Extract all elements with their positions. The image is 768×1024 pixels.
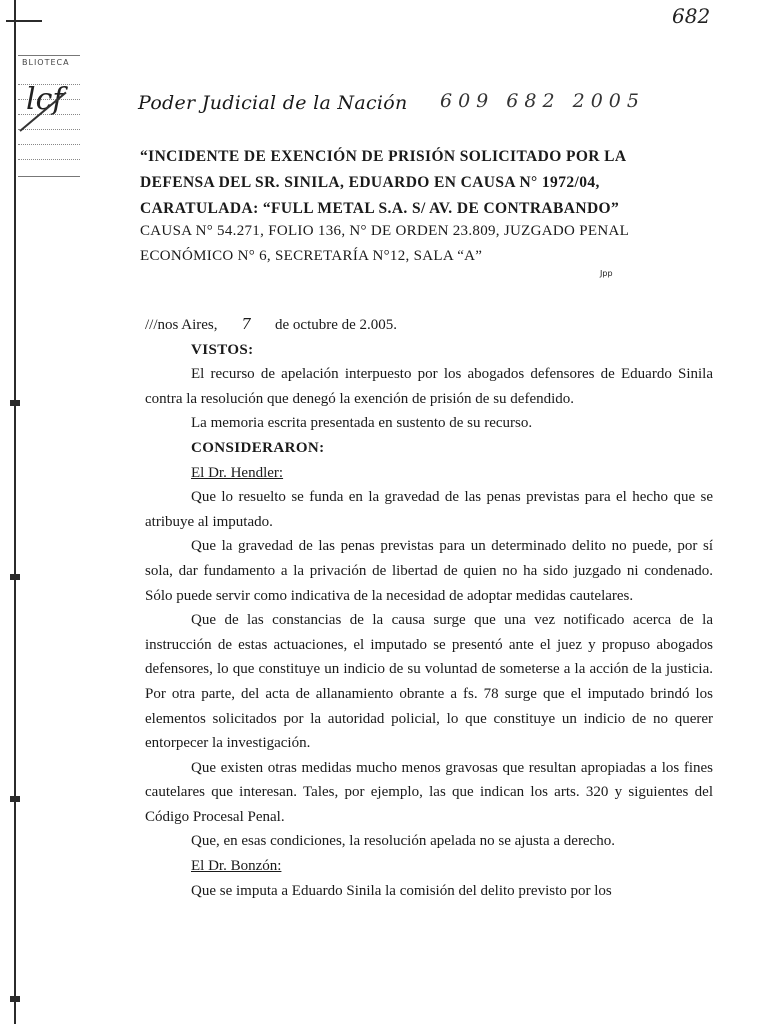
title-line: “INCIDENTE DE EXENCIÓN DE PRISIÓN SOLICITADO POR LA: [140, 148, 627, 165]
vistos-heading: VISTOS:: [191, 341, 254, 358]
case-line: CAUSA N° 54.271, FOLIO 136, N° DE ORDEN 23.809, JUZGADO PENAL: [140, 223, 630, 239]
document-body: [145, 312, 713, 903]
binder-mark: [10, 400, 20, 406]
paragraph: Que de las constancias de la causa surge que una vez notificado acerca de la instrucción de estas actuaciones, el imputado se presentó ante el juez y propuso abogados defensores, lo que constituye un indicio de su voluntad de someterse a la acción de la justicia. Por otra parte, del acta de allanamiento obrante a fs. 78 surge que el imputado brindó los elementos solicitados por la autoridad policial, lo que constituye un indicio de no querer entorpecer la investigación.: [145, 612, 713, 752]
paragraph: Que se imputa a Eduardo Sinila la comisión del delito previsto por los: [191, 882, 612, 899]
case-reference: [140, 219, 700, 269]
date-line: [145, 312, 713, 338]
judge-heading: El Dr. Hendler:: [191, 464, 284, 481]
paragraph: Que existen otras medidas mucho menos gravosas que resultan apropiadas a los fines cautelares que interesan. Tales, por ejemplo, las que indican los arts. 320 y siguientes del Código Procesal Penal.: [145, 759, 713, 825]
date-prefix: ///nos Aires,: [145, 317, 218, 333]
paragraph: La memoria escrita presentada en sustento de su recurso.: [191, 415, 533, 432]
title-line: DEFENSA DEL SR. SINILA, EDUARDO EN CAUSA N° 1972/04,: [140, 174, 600, 191]
binder-mark: [10, 796, 20, 802]
binder-mark: [10, 996, 20, 1002]
paragraph: Que lo resuelto se funda en la gravedad de las penas previstas para el hecho que se atribuye al imputado.: [145, 489, 713, 530]
stamp-text: BLIOTECA: [22, 58, 70, 67]
handwritten-initials: lcf: [26, 82, 64, 117]
margin-line: [14, 0, 16, 1024]
case-line: ECONÓMICO N° 6, SECRETARÍA N°12, SALA “A”: [140, 248, 483, 264]
paragraph: Que la gravedad de las penas previstas para un determinado delito no puede, por sí sola, dar fundamento a la privación de libertad de quien no ha sido juzgado ni condenado. Sólo puede servir como indicativa de la necesidad de adoptar medidas cautelares.: [145, 538, 713, 604]
judge-heading: El Dr. Bonzón:: [191, 858, 282, 875]
binder-mark: [10, 574, 20, 580]
court-header: Poder Judicial de la Nación: [138, 92, 408, 114]
typist-initials: Jpp: [600, 269, 613, 278]
margin-tick: [6, 20, 42, 22]
handwritten-reference: 609 682 2005: [440, 90, 645, 112]
date-suffix: de octubre de 2.005.: [275, 317, 398, 333]
date-day: 7: [241, 315, 252, 333]
paragraph: El recurso de apelación interpuesto por los abogados defensores de Eduardo Sinila contra la resolución que denegó la exención de prisión de su defendido.: [145, 366, 713, 407]
document-title: [140, 144, 700, 222]
paragraph: Que, en esas condiciones, la resolución apelada no se ajusta a derecho.: [191, 833, 615, 850]
consideraron-heading: CONSIDERARON:: [191, 439, 325, 456]
handwritten-page-number: 682: [672, 4, 711, 28]
title-line: CARATULADA: “FULL METAL S.A. S/ AV. DE CONTRABANDO”: [140, 200, 620, 217]
